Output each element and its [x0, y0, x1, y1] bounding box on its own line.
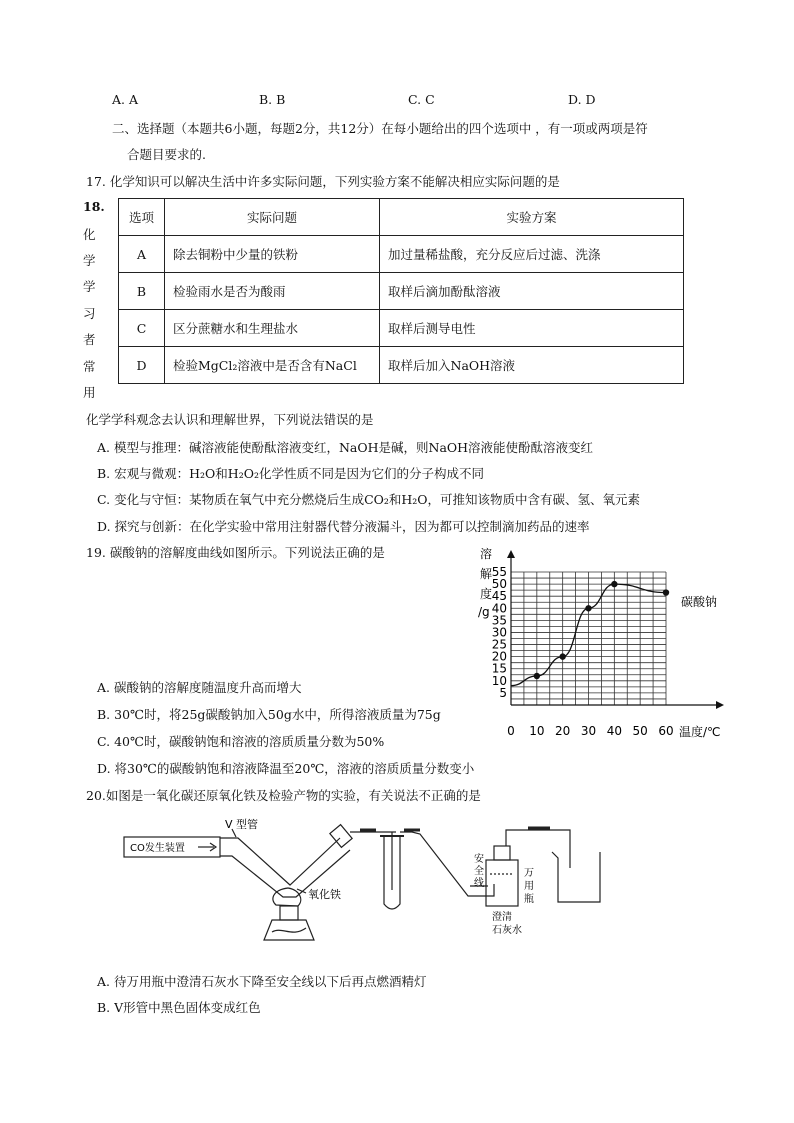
- alcohol-lamp: [264, 920, 314, 940]
- y-axis-label: 溶: [480, 547, 493, 561]
- y-tick-label: 40: [491, 601, 507, 616]
- y-tick-label: 30: [491, 625, 507, 640]
- row-plan: 取样后加入NaOH溶液: [380, 347, 684, 384]
- q19-stem: 19. 碳酸钠的溶解度曲线如图所示。下列说法正确的是: [86, 545, 385, 560]
- beaker: [552, 852, 600, 902]
- q18-option-a: A. 模型与推理：碱溶液能使酚酞溶液变红，NaOH是碱，则NaOH溶液能使酚酞溶液变红: [97, 440, 594, 455]
- x-tick-label: 0: [507, 724, 515, 738]
- section-heading-cont: 合题目要求的.: [127, 147, 206, 162]
- row-problem: 检验雨水是否为酸雨: [165, 273, 380, 310]
- q17-stem: 17. 化学知识可以解决生活中许多实际问题，下列实验方案不能解决相应实际问题的是: [86, 174, 560, 189]
- row-option: D: [119, 347, 165, 384]
- option-c: C. C: [408, 92, 435, 107]
- iron-oxide-label: 氧化铁: [308, 888, 341, 901]
- q18-option-b: B. 宏观与微观：H₂O和H₂O₂化学性质不同是因为它们的分子构成不同: [97, 466, 484, 481]
- table-header-row: [119, 199, 684, 236]
- section-heading: 二、选择题（本题共6小题，每题2分，共12分）在每小题给出的四个选项中 ，有一项或两项是符: [112, 121, 648, 136]
- y-tick-label: 50: [491, 577, 507, 592]
- y-tick-label: 45: [491, 589, 507, 604]
- q19-option-c: C. 40℃时，碳酸钠饱和溶液的溶质质量分数为50%: [97, 734, 385, 749]
- q19-option-d: D. 将30℃的碳酸钠饱和溶液降温至20℃，溶液的溶质质量分数变小: [97, 761, 475, 776]
- data-point: [559, 653, 565, 659]
- option-a: A. A: [112, 92, 139, 107]
- data-point: [585, 605, 591, 611]
- q18-vchar: 习: [83, 306, 96, 321]
- row-plan: 取样后滴加酚酞溶液: [380, 273, 684, 310]
- bottle-label: 万: [524, 868, 534, 879]
- q18-vchar: 常: [83, 359, 96, 374]
- chart-grid: [511, 572, 666, 705]
- y-tick-label: 55: [491, 565, 507, 579]
- q18-vchar: 用: [83, 385, 96, 400]
- safety-line-label: 线: [474, 878, 484, 889]
- series-label: 碳酸钠: [681, 595, 718, 609]
- apparatus-diagram: [118, 812, 618, 954]
- y-axis-label: 度: [480, 587, 493, 601]
- q18-vchar: 者: [83, 332, 96, 347]
- co-generator-label: CO发生装置: [130, 843, 185, 854]
- option-b: B. B: [259, 92, 286, 107]
- row-option: A: [119, 236, 165, 273]
- x-tick-label: 40: [606, 724, 622, 738]
- solubility-chart: [470, 545, 730, 745]
- q17-table: [118, 198, 684, 384]
- q18-stem: 化学学科观念去认识和理解世界，下列说法错误的是: [86, 412, 374, 427]
- q18-vchar: 化: [83, 227, 96, 242]
- row-option: C: [119, 310, 165, 347]
- chart-axes: [507, 550, 724, 709]
- q18-vchar: 学: [83, 279, 96, 294]
- row-problem: 除去铜粉中少量的铁粉: [165, 236, 380, 273]
- bottle-label: 瓶: [524, 894, 534, 905]
- q19-option-a: A. 碳酸钠的溶解度随温度升高而增大: [97, 680, 302, 695]
- y-tick-label: 5: [499, 685, 507, 700]
- q20-option-a: A. 待万用瓶中澄清石灰水下降至安全线以下后再点燃酒精灯: [97, 974, 427, 989]
- q19-option-b: B. 30℃时，将25g碳酸钠加入50g水中，所得溶液质量为75g: [97, 707, 441, 722]
- row-problem: 区分蔗糖水和生理盐水: [165, 310, 380, 347]
- row-option: B: [119, 273, 165, 310]
- y-tick-label: 35: [491, 613, 507, 628]
- safety-line-label: 安: [474, 854, 484, 865]
- x-tick-label: 30: [580, 724, 597, 738]
- table-row: [119, 273, 684, 310]
- y-tick-label: 25: [491, 637, 507, 652]
- row-plan: 加过量稀盐酸，充分反应后过滤、洗涤: [380, 236, 684, 273]
- row-problem: 检验MgCl₂溶液中是否含有NaCl: [165, 347, 380, 384]
- bottle-stopper: [494, 846, 510, 860]
- y-tick-label: 15: [491, 661, 507, 676]
- lamp-liquid: [272, 928, 306, 932]
- y-axis-label: /g: [478, 605, 490, 619]
- chart-ticks: [492, 565, 674, 738]
- bottle-outlet: [506, 830, 570, 868]
- q20-option-b: B. V形管中黑色固体变成红色: [97, 1000, 261, 1015]
- q18-option-c: C. 变化与守恒：某物质在氧气中充分燃烧后生成CO₂和H₂O，可推知该物质中含有碳、氢、氧元素: [97, 492, 641, 507]
- row-plan: 取样后测导电性: [380, 310, 684, 347]
- q18-option-d: D. 探究与创新：在化学实验中常用注射器代替分液漏斗，因为都可以控制滴加药品的速率: [97, 519, 590, 534]
- x-axis-label: 温度/℃: [679, 725, 721, 739]
- table-row: [119, 236, 684, 273]
- y-tick-label: 10: [491, 673, 507, 688]
- lime-water-label: 石灰水: [492, 925, 522, 936]
- data-point: [611, 581, 617, 587]
- header-problem: 实际问题: [165, 199, 380, 236]
- lamp-wick: [280, 906, 298, 920]
- x-tick-label: 50: [632, 724, 648, 738]
- data-point: [663, 589, 669, 595]
- x-tick-label: 10: [529, 724, 545, 738]
- header-option: 选项: [119, 199, 165, 236]
- y-axis-arrow: [507, 550, 515, 558]
- table-row: [119, 347, 684, 384]
- q20-stem: 20.如图是一氧化碳还原氧化铁及检验产物的实验，有关说法不正确的是: [86, 788, 481, 803]
- x-axis-arrow: [716, 701, 724, 709]
- bottle-label: 用: [524, 881, 534, 892]
- universal-bottle: [486, 860, 518, 906]
- safety-line-label: 全: [474, 866, 484, 877]
- y-tick-label: 20: [491, 649, 507, 664]
- lime-water-label: 澄清: [492, 912, 512, 923]
- x-tick-label: 60: [658, 724, 674, 738]
- table-row: [119, 310, 684, 347]
- q18-number: 18.: [83, 199, 105, 214]
- option-d: D. D: [568, 92, 596, 107]
- x-tick-label: 20: [555, 724, 571, 738]
- y-axis-label: 解: [480, 567, 493, 581]
- chart-series: [511, 581, 669, 686]
- data-point: [534, 673, 540, 679]
- header-plan: 实验方案: [380, 199, 684, 236]
- v-tube-label: V 型管: [225, 818, 259, 831]
- q18-vchar: 学: [83, 253, 96, 268]
